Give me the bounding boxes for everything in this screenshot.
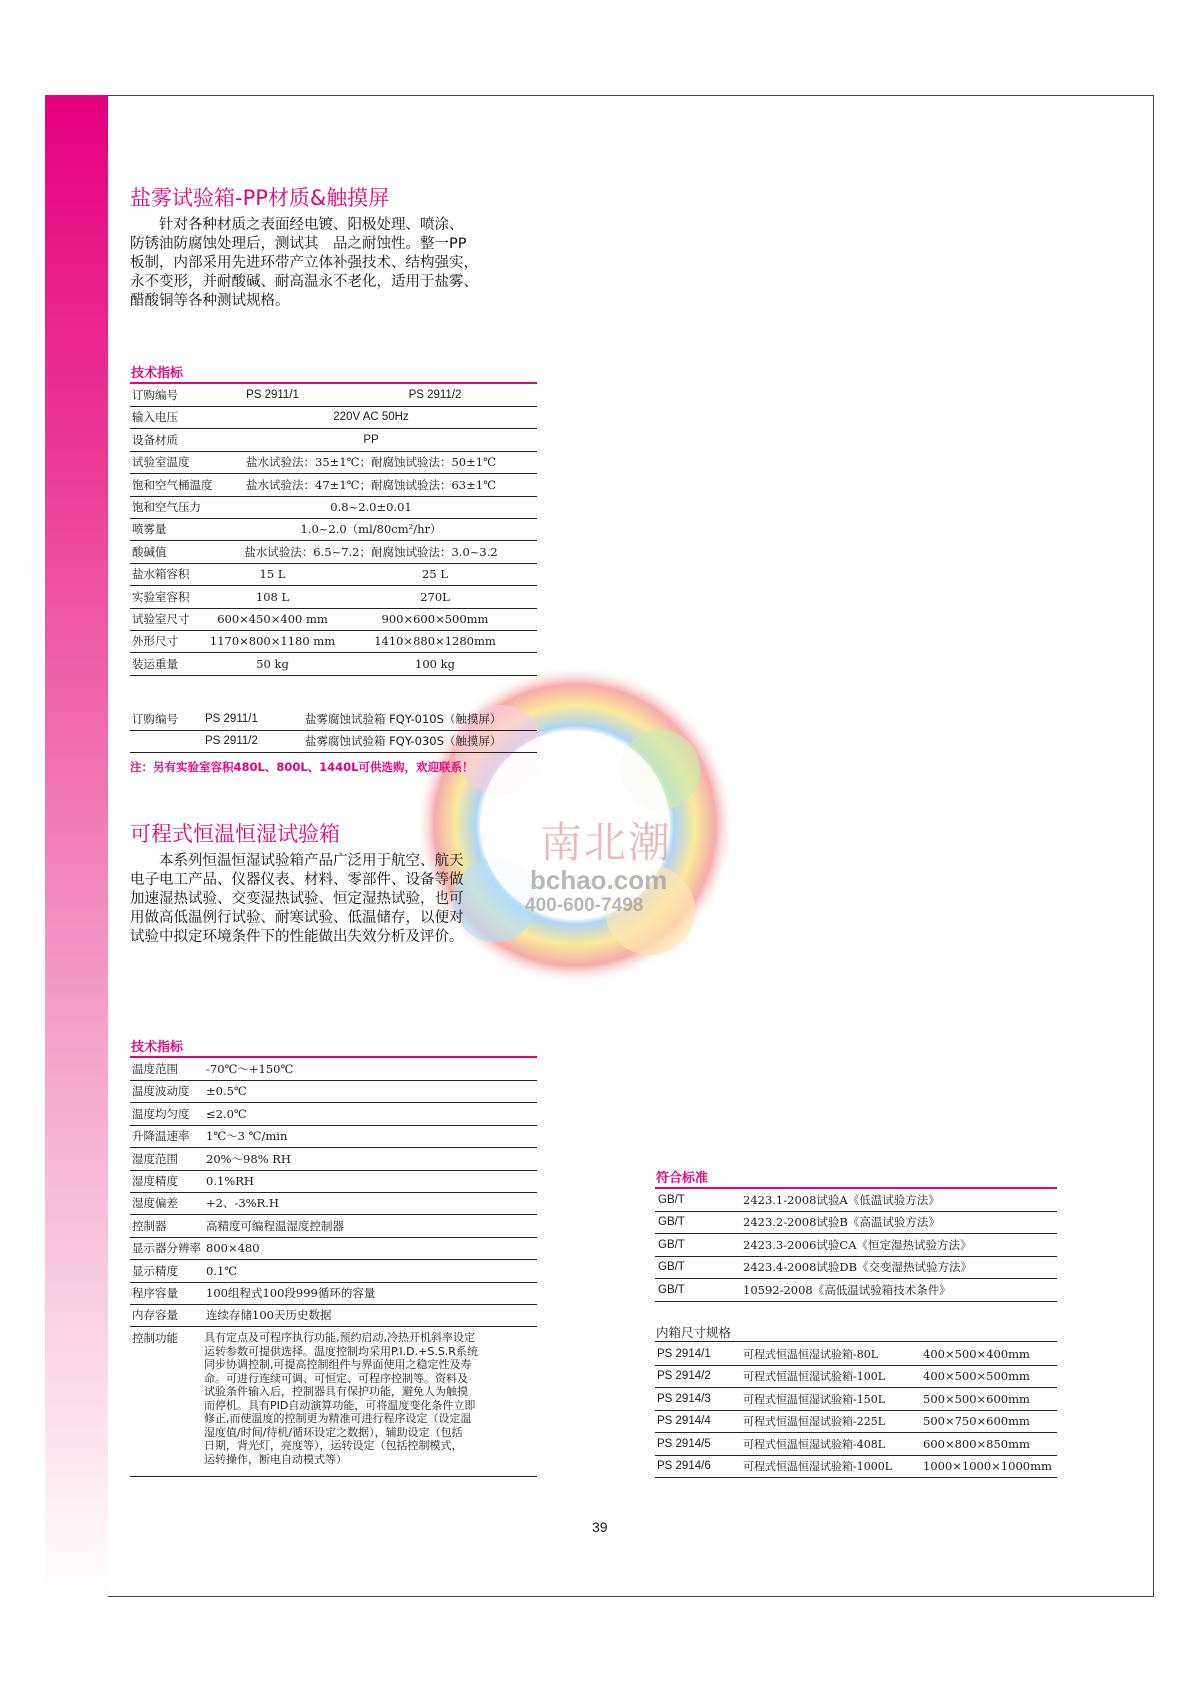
size-code: PS 2914/4 <box>657 1415 711 1428</box>
spec-value-b: PS 2911/2 <box>408 389 462 401</box>
spec-row <box>130 1149 537 1171</box>
spec-row <box>130 609 537 631</box>
spec-row <box>130 519 537 541</box>
section1-note: 注：另有实验室容积480L、800L、1440L可供选购，欢迎联系！ <box>130 760 474 774</box>
spec-label: 温度范围 <box>132 1062 178 1076</box>
spec-row <box>130 452 537 474</box>
inner-sizes-title: 内箱尺寸规格 <box>656 1325 732 1340</box>
spec-value: +2、-3%R.H <box>206 1196 279 1211</box>
spec-label: 显示精度 <box>132 1263 178 1278</box>
size-code: PS 2914/5 <box>657 1437 711 1450</box>
control-line: 而停机。具有PID自动演算功能，可将温度变化条件立即 <box>204 1398 476 1412</box>
order-label: 订购编号 <box>132 712 178 726</box>
paragraph-line: 永不变形，并耐酸碱、耐高温永不老化，适用于盐雾、 <box>130 274 478 290</box>
size-desc: 可程式恒温恒湿试验箱-408L <box>743 1437 886 1451</box>
standard-row <box>655 1257 1057 1279</box>
size-desc: 可程式恒温恒湿试验箱-1000L <box>743 1460 893 1473</box>
control-line: 运转参数可提供选择。温度控制均采用P.I.D.+S.S.R系统 <box>204 1344 478 1358</box>
standards-title: 符合标准 <box>656 1171 709 1186</box>
spec-value: 800×480 <box>206 1241 260 1256</box>
spec-value-a: 1170×800×1180 mm <box>209 634 336 649</box>
spec-label: 控制器 <box>132 1218 167 1233</box>
size-row <box>655 1366 1057 1388</box>
spec-row <box>130 407 537 429</box>
control-line: 具有定点及可程序执行功能,预约启动,冷热开机斜率设定 <box>204 1331 475 1344</box>
standard-desc: 2423.2-2008试验B《高温试验方法》 <box>743 1215 940 1230</box>
spec-label: 饱和空气压力 <box>132 500 201 514</box>
size-code: PS 2914/6 <box>657 1460 711 1472</box>
control-line: 湿度值/时间/待机/循环设定之数据），辅助设定（包括 <box>204 1425 463 1439</box>
section2-title: 可程式恒温恒湿试验箱 <box>130 822 340 846</box>
spec-value-a: 600×450×400 mm <box>217 612 328 626</box>
standards-rule <box>655 1187 1057 1189</box>
paragraph-line: 防锈油防腐蚀处理后，测试其 品之耐蚀性。整一PP <box>130 236 467 252</box>
spec-label: 温度波动度 <box>132 1084 190 1099</box>
order-desc: 盐雾腐蚀试验箱 FQY-030S（触摸屏） <box>305 734 502 748</box>
spec-value: ±0.5℃ <box>206 1084 247 1099</box>
control-function-text <box>204 1331 504 1466</box>
spec-row <box>130 1283 537 1305</box>
spec-row <box>130 1126 537 1148</box>
watermark-phone: 400-600-7498 <box>525 895 644 916</box>
spec-value-b: 900×600×500mm <box>381 612 489 626</box>
standard-code: GB/T <box>658 1238 685 1251</box>
spec-label: 湿度范围 <box>132 1151 178 1166</box>
spec-label: 试验室温度 <box>132 455 190 470</box>
spec-label: 升降温速率 <box>132 1129 190 1144</box>
spec-value: -70℃～+150℃ <box>206 1062 294 1076</box>
spec-value-a: 15 L <box>259 567 286 582</box>
standard-desc: 10592-2008《高低温试验箱技术条件》 <box>743 1282 951 1297</box>
standard-desc: 2423.1-2008试验A《低温试验方法》 <box>743 1193 940 1207</box>
control-line: 同步协调控制,可提高控制组件与界面使用之稳定性及寿 <box>204 1358 472 1371</box>
order-desc: 盐雾腐蚀试验箱 FQY-010S（触摸屏） <box>305 712 502 726</box>
spec-value: 1℃～3 ℃/min <box>206 1129 288 1144</box>
watermark-site: bchao.com <box>530 865 668 895</box>
section2-spec-rule <box>130 1056 537 1058</box>
size-row <box>655 1411 1057 1433</box>
standard-code: GB/T <box>658 1283 685 1296</box>
spec-label: 外形尺寸 <box>132 634 178 649</box>
size-dims: 1000×1000×1000mm <box>923 1459 1052 1473</box>
watermark-brand: 南北潮 <box>540 818 673 867</box>
size-code: PS 2914/2 <box>657 1370 711 1383</box>
spec-value: 100组程式100段999循环的容量 <box>206 1286 376 1300</box>
spec-value: 220V AC 50Hz <box>333 411 409 424</box>
spec-row <box>130 1059 537 1081</box>
section1-spec-rule <box>130 382 537 384</box>
spec-value-b: 270L <box>420 589 450 604</box>
section1-paragraph <box>130 216 540 311</box>
standard-row <box>655 1280 1057 1302</box>
size-dims: 600×800×850mm <box>923 1436 1030 1451</box>
spec-row <box>130 587 537 609</box>
order-code: PS 2911/1 <box>205 713 258 725</box>
control-function-row <box>130 1328 537 1477</box>
spec-value: PP <box>363 433 379 446</box>
size-code: PS 2914/3 <box>657 1392 711 1405</box>
spec-row <box>130 1305 537 1327</box>
size-row <box>655 1344 1057 1366</box>
size-desc: 可程式恒温恒湿试验箱-100L <box>743 1370 886 1384</box>
control-line: 日期，背光灯，亮度等），运转设定（包括控制模式， <box>204 1439 463 1452</box>
size-dims: 400×500×400mm <box>923 1347 1030 1361</box>
standard-row <box>655 1190 1057 1212</box>
spec-row <box>130 1238 537 1260</box>
spec-value-a: 108 L <box>255 589 290 604</box>
spec-value-b: 100 kg <box>415 656 455 671</box>
spec-value: 连续存储100天历史数据 <box>206 1308 332 1323</box>
order-code: PS 2911/2 <box>205 735 258 747</box>
spec-value: 高精度可编程温湿度控制器 <box>206 1218 344 1233</box>
paragraph-line: 试验中拟定环境条件下的性能做出失效分析及评价。 <box>130 929 464 945</box>
spec-label: 湿度精度 <box>132 1174 178 1188</box>
spec-label: 程序容量 <box>132 1286 178 1300</box>
spec-row <box>130 497 537 519</box>
standard-code: GB/T <box>658 1194 685 1206</box>
spec-label: 订购编号 <box>132 388 178 402</box>
spec-label: 试验室尺寸 <box>132 612 190 626</box>
standard-code: GB/T <box>658 1216 685 1229</box>
order-row <box>130 731 537 753</box>
spec-value: 0.1%RH <box>206 1174 254 1188</box>
section1-title: 盐雾试验箱-PP材质&触摸屏 <box>130 186 390 210</box>
standard-row <box>655 1235 1057 1257</box>
spec-row <box>130 430 537 452</box>
paragraph-line: 用做高低温例行试验、耐寒试验、低温储存，以便对 <box>130 910 464 926</box>
section2-paragraph <box>130 852 540 947</box>
spec-row <box>130 1081 537 1103</box>
spec-value: 0.8~2.0±0.01 <box>330 500 412 514</box>
spec-label: 内存容量 <box>132 1308 178 1323</box>
section2-spec-title: 技术指标 <box>131 1040 184 1055</box>
paragraph-line: 电子电工产品、仪器仪表、材料、零部件、设备等做 <box>130 872 464 888</box>
side-color-band <box>45 95 108 1597</box>
inner-sizes-rule <box>655 1341 1057 1342</box>
paragraph-line: 本系列恒温恒湿试验箱产品广泛用于航空、航天 <box>130 853 464 869</box>
size-desc: 可程式恒温恒湿试验箱-80L <box>743 1348 879 1361</box>
spec-label: 酸碱值 <box>132 544 167 559</box>
size-row <box>655 1434 1057 1456</box>
spec-value-a: PS 2911/1 <box>246 389 299 401</box>
size-desc: 可程式恒温恒湿试验箱-225L <box>743 1415 886 1429</box>
control-line: 修正,而使温度的控制更为精准可进行程序设定（设定温 <box>204 1412 472 1425</box>
spec-row <box>130 475 537 497</box>
size-code: PS 2914/1 <box>657 1348 711 1360</box>
spec-label: 装运重量 <box>132 656 178 671</box>
spec-value-a: 50 kg <box>256 656 289 671</box>
spec-row <box>130 385 537 407</box>
size-dims: 400×500×500mm <box>923 1369 1030 1384</box>
spec-value: 盐水试验法：35±1℃；耐腐蚀试验法：50±1℃ <box>246 455 496 470</box>
spec-label: 输入电压 <box>132 410 178 425</box>
spec-row <box>130 654 537 676</box>
standard-desc: 2423.3-2006试验CA《恒定湿热试验方法》 <box>743 1237 972 1252</box>
spec-label: 盐水箱容积 <box>132 567 190 582</box>
spec-label: 实验室容积 <box>132 589 190 604</box>
spec-value: 20%～98% RH <box>206 1151 291 1166</box>
spec-row <box>130 1261 537 1283</box>
spec-label: 喷雾量 <box>132 522 167 537</box>
page-number: 39 <box>592 1519 608 1535</box>
section1-spec-title: 技术指标 <box>131 366 184 381</box>
spec-label: 温度均匀度 <box>132 1106 190 1121</box>
size-row <box>655 1456 1057 1478</box>
size-desc: 可程式恒温恒湿试验箱-150L <box>743 1392 886 1406</box>
size-dims: 500×500×600mm <box>923 1391 1030 1406</box>
paragraph-line: 加速湿热试验、交变湿热试验、恒定湿热试验，也可 <box>130 891 464 907</box>
order-row <box>130 709 537 731</box>
spec-row <box>130 1171 537 1193</box>
spec-value-b: 25 L <box>422 567 448 582</box>
spec-row <box>130 1216 537 1238</box>
size-dims: 500×750×600mm <box>923 1414 1030 1429</box>
spec-row <box>130 1104 537 1126</box>
size-row <box>655 1389 1057 1411</box>
spec-value: 盐水试验法：6.5~7.2；耐腐蚀试验法：3.0~3.2 <box>244 544 498 559</box>
spec-row <box>130 564 537 586</box>
paragraph-line: 板制，内部采用先进环带产立体补强技术、结构强实， <box>130 255 478 271</box>
control-line: 运转操作，断电自动模式等） <box>204 1452 347 1466</box>
paragraph-line: 针对各种材质之表面经电镀、阳极处理、喷涂、 <box>130 217 464 233</box>
spec-label: 饱和空气桶温度 <box>132 477 213 492</box>
spec-row <box>130 631 537 653</box>
spec-value: 0.1℃ <box>206 1263 238 1278</box>
spec-label: 湿度偏差 <box>132 1196 178 1211</box>
spec-label: 设备材质 <box>132 432 178 447</box>
control-line: 试验条件输入后，控制器具有保护功能，避免人为触摸 <box>204 1385 468 1398</box>
spec-value: 盐水试验法：47±1℃；耐腐蚀试验法：63±1℃ <box>246 477 496 492</box>
spec-value-b: 1410×880×1280mm <box>374 634 496 649</box>
standard-code: GB/T <box>658 1261 685 1274</box>
spec-row <box>130 1193 537 1215</box>
spec-row <box>130 542 537 564</box>
spec-label: 显示器分辨率 <box>132 1241 201 1256</box>
standard-desc: 2423.4-2008试验DB《交变湿热试验方法》 <box>743 1260 973 1275</box>
control-function-label: 控制功能 <box>132 1331 178 1345</box>
paragraph-line: 醋酸铜等各种测试规格。 <box>130 293 290 309</box>
control-line: 命。可进行连续可调、可恒定、可程序控制等。资料及 <box>204 1371 468 1385</box>
spec-value: 1.0~2.0（ml/80cm²/hr） <box>300 522 442 537</box>
spec-value: ≤2.0℃ <box>206 1106 247 1121</box>
standard-row <box>655 1212 1057 1234</box>
